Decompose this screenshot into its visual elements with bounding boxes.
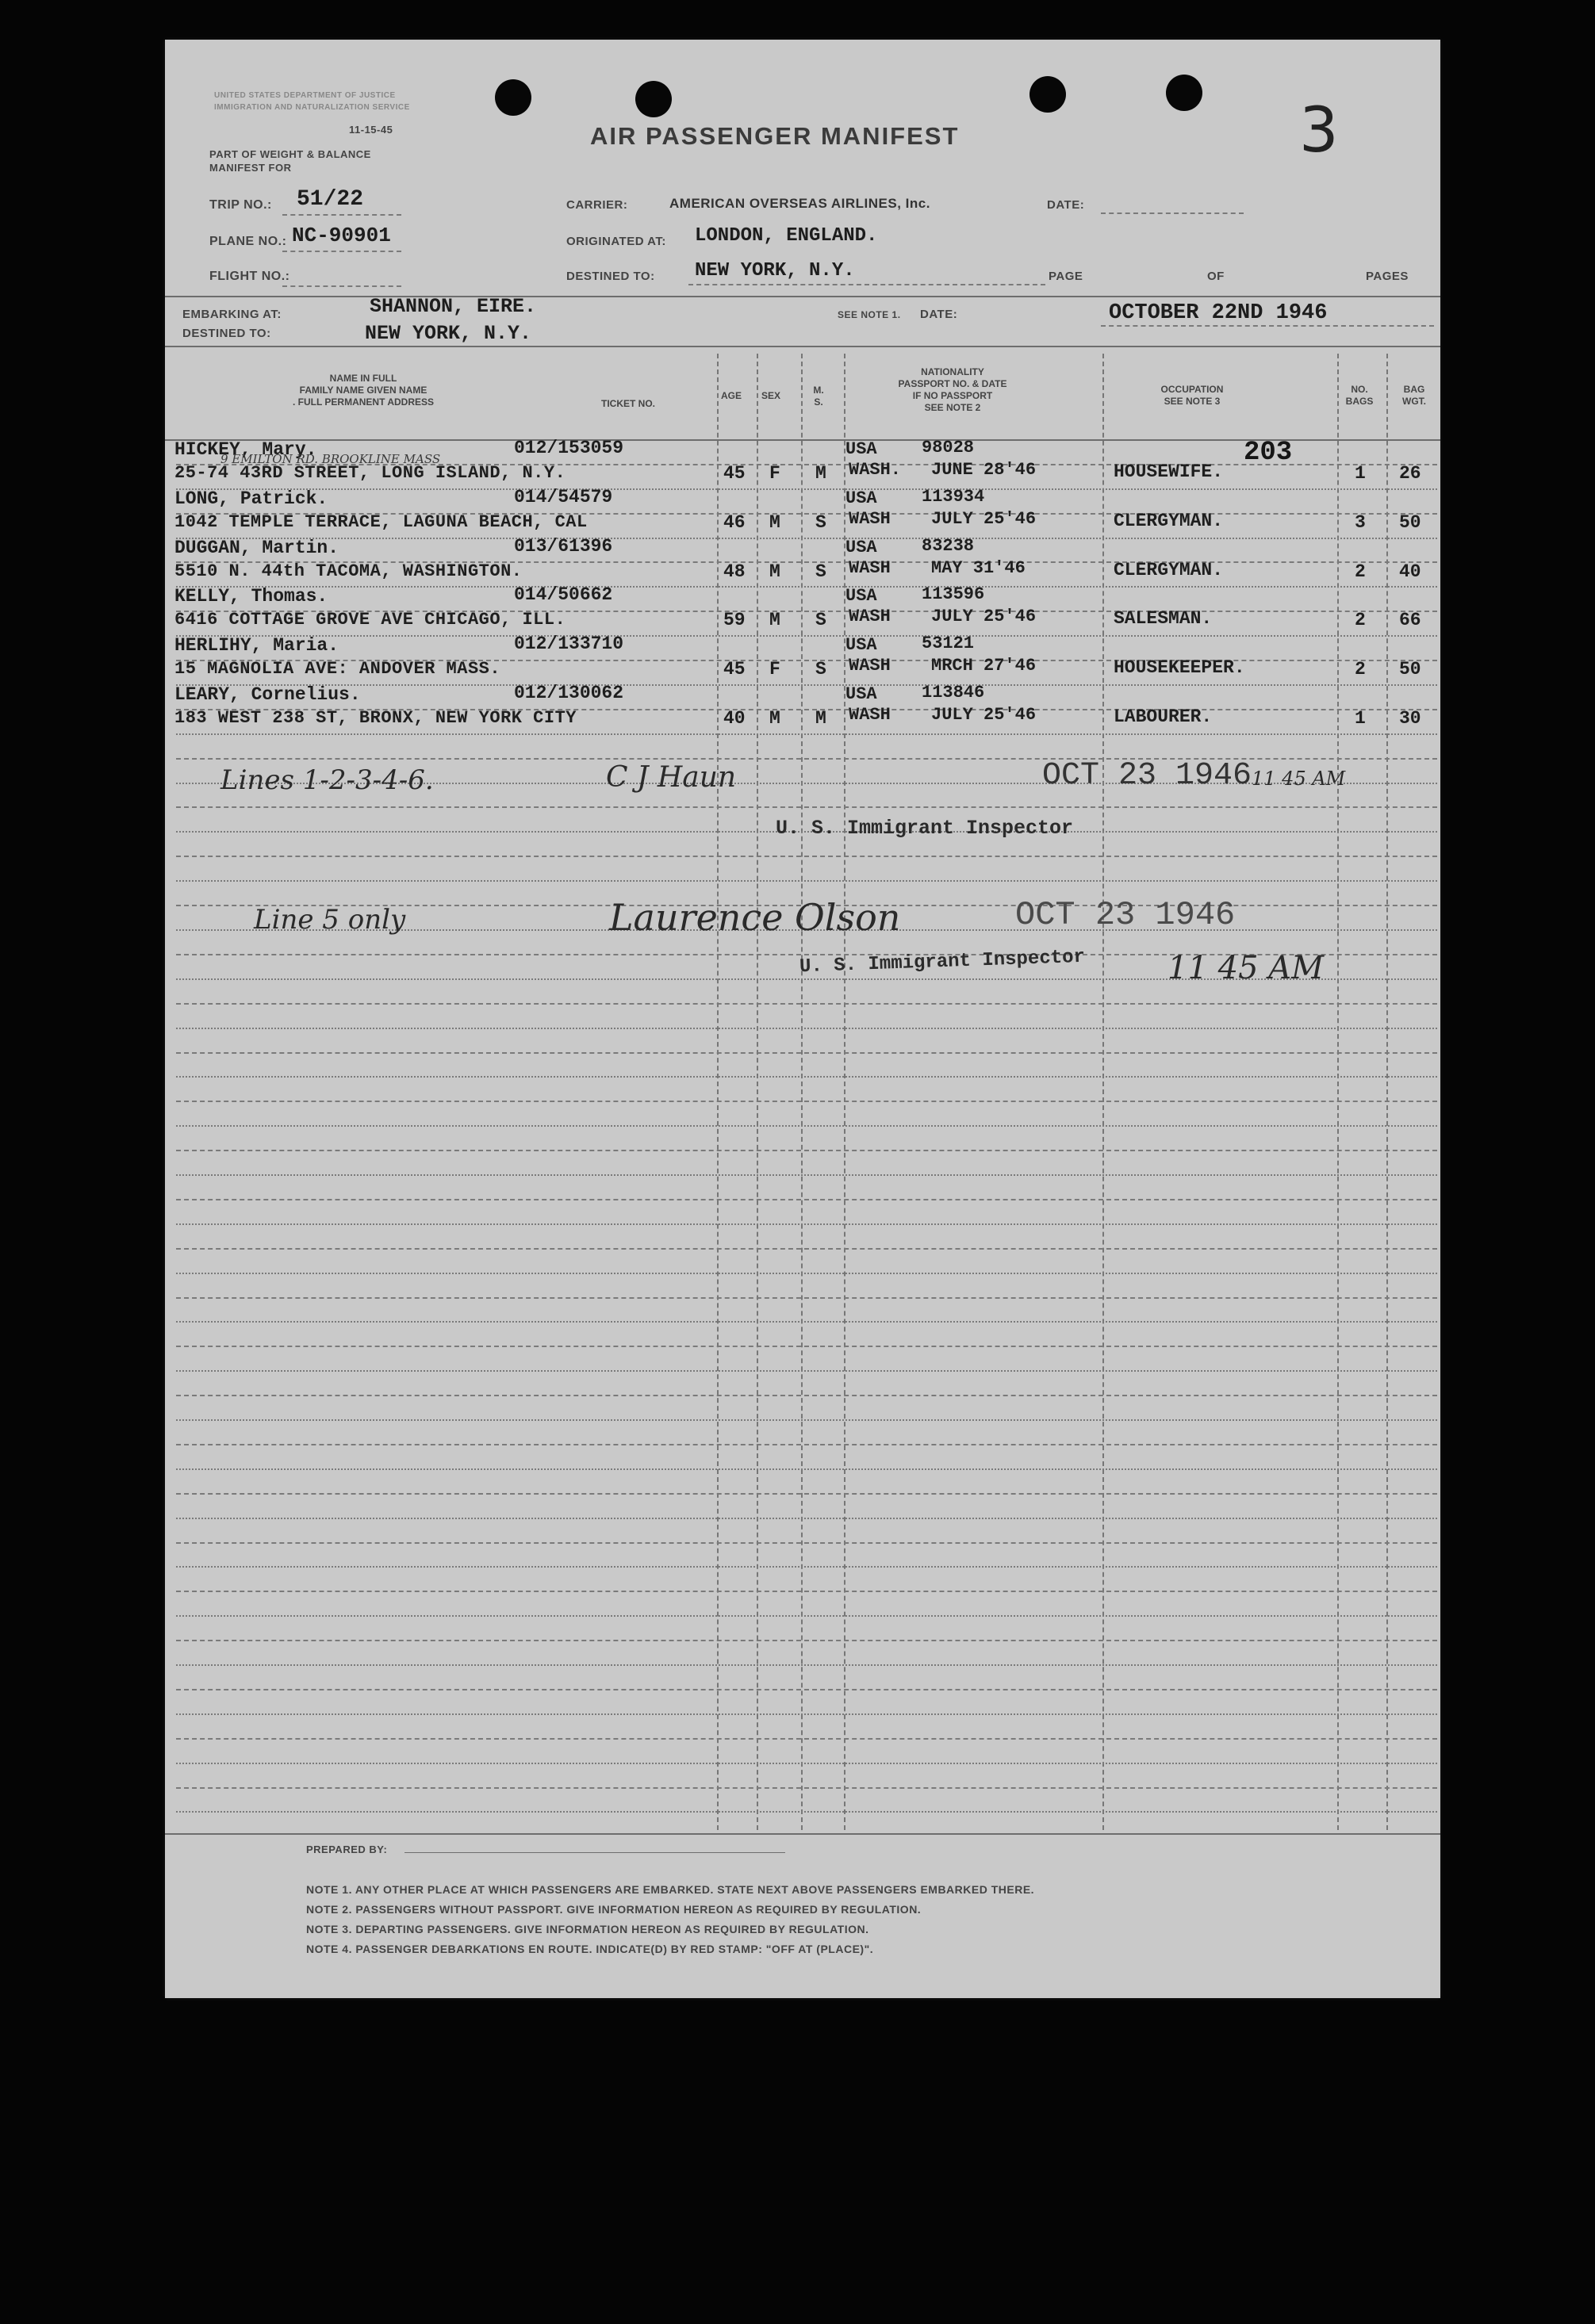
passenger-name: DUGGAN, Martin.	[174, 538, 339, 558]
inspector-title: U. S. Immigrant Inspector	[776, 817, 1074, 840]
destined-value: NEW YORK, N.Y.	[695, 260, 855, 281]
passenger-address: 5510 N. 44th TACOMA, WASHINGTON.	[174, 561, 523, 581]
originated-value: LONDON, ENGLAND.	[695, 225, 878, 247]
destined2-label: DESTINED TO:	[182, 327, 271, 340]
bag-weight: 26	[1399, 463, 1421, 484]
bag-count: 2	[1355, 561, 1366, 582]
col-divider	[1386, 354, 1388, 1830]
passenger-age: 46	[723, 512, 746, 533]
ruled-line	[176, 684, 1437, 686]
address-annotation: 9 EMILTON RD. BROOKLINE MASS	[220, 452, 441, 466]
col-divider	[801, 354, 803, 1830]
note-3: NOTE 3. DEPARTING PASSENGERS. GIVE INFORMATION HEREON AS REQUIRED BY REGULATION.	[306, 1923, 869, 1935]
punch-hole	[1029, 76, 1066, 113]
passenger-sex: F	[769, 463, 780, 484]
ruled-line	[176, 1346, 1437, 1347]
ruled-line	[176, 1028, 1437, 1029]
ruled-line	[176, 1125, 1437, 1127]
passenger-name: HERLIHY, Maria.	[174, 635, 339, 656]
ruled-line	[176, 1811, 1437, 1813]
marital-status: M	[815, 463, 826, 484]
passenger-occupation: LABOURER.	[1114, 706, 1213, 727]
ruled-line	[176, 1297, 1437, 1299]
passport-country: USA	[845, 439, 877, 459]
punch-hole	[635, 81, 672, 117]
ruled-line	[176, 1713, 1437, 1715]
form-date: 11-15-45	[349, 124, 393, 136]
ticket-number: 012/153059	[514, 438, 624, 458]
ruled-line	[176, 1248, 1437, 1250]
ruled-line	[176, 1150, 1437, 1151]
passport-number: 98028	[922, 438, 975, 458]
page-label: PAGE	[1049, 270, 1083, 283]
see-note-label: SEE NOTE 1.	[838, 309, 901, 320]
passport-number: 83238	[922, 536, 975, 556]
page-number: 3	[1299, 95, 1339, 167]
ruled-line	[176, 1370, 1437, 1372]
form-title: AIR PASSENGER MANIFEST	[590, 122, 960, 150]
passenger-occupation: HOUSEWIFE.	[1114, 461, 1224, 482]
col-header-sex: SEX	[761, 390, 780, 401]
prepared-by-line	[405, 1852, 785, 1853]
passport-issued: WASH	[849, 705, 891, 725]
passenger-age: 59	[723, 610, 746, 630]
passenger-age: 45	[723, 463, 746, 484]
col-divider	[844, 354, 845, 1830]
passenger-age: 45	[723, 659, 746, 680]
passport-date: JULY 25'46	[931, 705, 1037, 725]
header-rule	[165, 296, 1440, 297]
passport-country: USA	[845, 684, 877, 704]
marital-status: S	[815, 561, 826, 582]
passenger-sex: M	[769, 561, 780, 582]
passenger-occupation: CLERGYMAN.	[1114, 560, 1224, 580]
col-header-nationality: NATIONALITY PASSPORT NO. & DATE IF NO PASSPORT SEE NOTE 2	[898, 366, 1007, 413]
ticket-number: 014/50662	[514, 584, 613, 605]
passenger-occupation: HOUSEKEEPER.	[1114, 657, 1245, 678]
ruled-line	[176, 1052, 1437, 1054]
col-divider	[1337, 354, 1339, 1830]
passport-issued: WASH	[849, 607, 891, 626]
ticket-number: 013/61396	[514, 536, 613, 557]
passenger-age: 48	[723, 561, 746, 582]
passenger-sex: F	[769, 659, 780, 680]
ruled-line	[176, 1076, 1437, 1078]
punch-hole	[495, 79, 531, 116]
note-1: NOTE 1. ANY OTHER PLACE AT WHICH PASSENGERS ARE EMBARKED. STATE NEXT ABOVE PASSENGERS EMBARKED THERE.	[306, 1883, 1035, 1896]
bag-weight: 30	[1399, 708, 1421, 729]
passenger-age: 40	[723, 708, 746, 729]
note-4: NOTE 4. PASSENGER DEBARKATIONS EN ROUTE. INDICATE(D) BY RED STAMP: "OFF AT (PLACE)".	[306, 1943, 874, 1955]
inspection-stamp-date: OCT 23 1946	[1042, 758, 1252, 794]
ruled-line	[176, 733, 1437, 735]
passenger-occupation: SALESMAN.	[1114, 608, 1213, 629]
lines-note: Lines 1-2-3-4-6.	[220, 764, 434, 796]
col-header-name: NAME IN FULL FAMILY NAME GIVEN NAME . FULL PERMANENT ADDRESS	[292, 373, 434, 408]
marital-status: S	[815, 512, 826, 533]
originated-label: ORIGINATED AT:	[566, 235, 666, 248]
passport-number: 113596	[922, 584, 985, 604]
passport-issued: WASH	[849, 656, 891, 676]
manifest-sheet	[165, 40, 1440, 1998]
embarking-label: EMBARKING AT:	[182, 308, 282, 321]
date2-line	[1101, 325, 1434, 327]
passport-issued: WASH.	[849, 460, 902, 480]
punch-hole	[1166, 75, 1202, 111]
passport-date: JULY 25'46	[931, 509, 1037, 529]
ruled-line	[176, 1223, 1437, 1225]
ruled-line	[176, 635, 1437, 637]
col-divider	[717, 354, 719, 1830]
inspection-time-2: 11 45 AM	[1167, 950, 1325, 986]
of-label: OF	[1207, 270, 1225, 283]
passport-country: USA	[845, 586, 877, 606]
col-header-bags: NO. BAGS	[1345, 384, 1374, 407]
ruled-line	[176, 1199, 1437, 1200]
passport-country: USA	[845, 538, 877, 557]
ruled-line	[176, 1419, 1437, 1421]
destined2-value: NEW YORK, N.Y.	[365, 322, 532, 345]
passenger-address: 6416 COTTAGE GROVE AVE CHICAGO, ILL.	[174, 610, 566, 630]
col-header-occupation: OCCUPATION SEE NOTE 3	[1160, 384, 1224, 407]
destined-label: DESTINED TO:	[566, 270, 655, 283]
bag-weight: 40	[1399, 561, 1421, 582]
col-header-ticket: TICKET NO.	[601, 398, 655, 409]
passenger-address: 183 WEST 238 ST, BRONX, NEW YORK CITY	[174, 708, 577, 728]
passenger-address: 15 MAGNOLIA AVE: ANDOVER MASS.	[174, 659, 501, 679]
col-header-ms: M. S.	[813, 385, 824, 408]
number-stamp: 203	[1244, 438, 1293, 468]
trip-line	[282, 214, 401, 216]
passport-number: 113934	[922, 487, 985, 507]
passport-issued: WASH	[849, 558, 891, 578]
agency-subname: IMMIGRATION AND NATURALIZATION SERVICE	[214, 103, 410, 112]
ruled-line	[176, 1518, 1437, 1519]
passenger-address: 25-74 43RD STREET, LONG ISLAND, N.Y.	[174, 463, 566, 483]
ruled-line	[176, 1542, 1437, 1544]
bag-weight: 66	[1399, 610, 1421, 630]
ruled-line	[176, 1566, 1437, 1568]
table-top-rule	[165, 346, 1440, 347]
ticket-number: 012/130062	[514, 683, 624, 703]
passenger-name: HICKEY, Mary.	[174, 439, 317, 460]
ruled-line	[176, 806, 1437, 808]
prepared-by-label: PREPARED BY:	[306, 1844, 388, 1855]
carrier-label: CARRIER:	[566, 198, 628, 212]
ruled-line	[176, 586, 1437, 588]
ruled-line	[176, 1664, 1437, 1666]
ruled-line	[176, 880, 1437, 882]
inspection-stamp-date-2: OCT 23 1946	[1015, 896, 1236, 934]
date2-value: OCTOBER 22ND 1946	[1109, 301, 1328, 325]
inspector-title-2: U. S. Immigrant Inspector	[799, 946, 1086, 978]
ticket-number: 014/54579	[514, 487, 613, 507]
trip-value: 51/22	[297, 187, 364, 212]
inspection-time: 11 45 AM	[1252, 768, 1346, 790]
passport-date: MAY 31'46	[931, 558, 1026, 578]
passenger-occupation: CLERGYMAN.	[1114, 511, 1224, 531]
bag-count: 1	[1355, 463, 1366, 484]
bag-count: 2	[1355, 659, 1366, 680]
passenger-name: KELLY, Thomas.	[174, 586, 328, 607]
ruled-line	[176, 1321, 1437, 1323]
passenger-sex: M	[769, 610, 780, 630]
col-header-age: AGE	[720, 390, 742, 401]
ruled-line	[176, 1174, 1437, 1176]
pages-label: PAGES	[1366, 270, 1409, 283]
bag-count: 3	[1355, 512, 1366, 533]
agency-name: UNITED STATES DEPARTMENT OF JUSTICE	[214, 91, 396, 100]
passenger-name: LONG, Patrick.	[174, 488, 328, 509]
trip-label: TRIP NO.:	[209, 198, 272, 212]
passport-number: 113846	[922, 683, 985, 703]
ruled-line	[176, 1444, 1437, 1445]
col-divider	[1102, 354, 1104, 1830]
ruled-line	[176, 1468, 1437, 1470]
note-2: NOTE 2. PASSENGERS WITHOUT PASSPORT. GIVE INFORMATION HEREON AS REQUIRED BY REGULATION.	[306, 1903, 922, 1916]
line5-note: Line 5 only	[254, 904, 406, 936]
destined-line	[688, 284, 1045, 285]
marital-status: S	[815, 610, 826, 630]
part-of-label: PART OF WEIGHT & BALANCE	[209, 148, 371, 160]
flight-label: FLIGHT NO.:	[209, 270, 290, 283]
ruled-line	[176, 1640, 1437, 1641]
date-line	[1101, 212, 1244, 214]
carrier-value: AMERICAN OVERSEAS AIRLINES, Inc.	[669, 196, 930, 211]
passport-issued: WASH	[849, 509, 891, 529]
flight-line	[282, 285, 401, 287]
inspector-initials: C J Haun	[606, 761, 737, 794]
date-label: DATE:	[1047, 198, 1085, 212]
plane-line	[282, 251, 401, 252]
plane-value: NC-90901	[292, 224, 391, 247]
ruled-line	[176, 1591, 1437, 1592]
ruled-line	[176, 538, 1437, 539]
passport-number: 53121	[922, 634, 975, 653]
passenger-name: LEARY, Cornelius.	[174, 684, 361, 705]
col-divider	[757, 354, 758, 1830]
passenger-address: 1042 TEMPLE TERRACE, LAGUNA BEACH, CAL	[174, 512, 588, 532]
ruled-line	[176, 1763, 1437, 1764]
col-header-weight: BAG WGT.	[1402, 384, 1426, 407]
passport-date: JUNE 28'46	[931, 460, 1037, 480]
passport-date: MRCH 27'46	[931, 656, 1037, 676]
ruled-line	[176, 856, 1437, 857]
ruled-line	[176, 1689, 1437, 1690]
ruled-line	[176, 1003, 1437, 1005]
passenger-sex: M	[769, 512, 780, 533]
plane-label: PLANE NO.:	[209, 235, 287, 248]
passenger-sex: M	[769, 708, 780, 729]
date2-label: DATE:	[920, 308, 958, 321]
manifest-for-label: MANIFEST FOR	[209, 162, 292, 174]
marital-status: M	[815, 708, 826, 729]
ruled-line	[176, 1395, 1437, 1396]
passport-country: USA	[845, 635, 877, 655]
ruled-line	[176, 1787, 1437, 1789]
embarking-value: SHANNON, EIRE.	[370, 295, 537, 318]
ruled-line	[176, 1493, 1437, 1495]
ruled-line	[176, 1738, 1437, 1740]
bag-weight: 50	[1399, 659, 1421, 680]
marital-status: S	[815, 659, 826, 680]
passport-country: USA	[845, 488, 877, 508]
bag-count: 2	[1355, 610, 1366, 630]
table-bottom-rule	[165, 1833, 1440, 1835]
ticket-number: 012/133710	[514, 634, 624, 654]
inspector-signature: Laurence Olson	[609, 896, 901, 939]
ruled-line	[176, 1615, 1437, 1617]
ruled-line	[176, 1101, 1437, 1102]
ruled-line	[176, 1273, 1437, 1274]
bag-count: 1	[1355, 708, 1366, 729]
passport-date: JULY 25'46	[931, 607, 1037, 626]
bag-weight: 50	[1399, 512, 1421, 533]
ruled-line	[176, 488, 1437, 490]
